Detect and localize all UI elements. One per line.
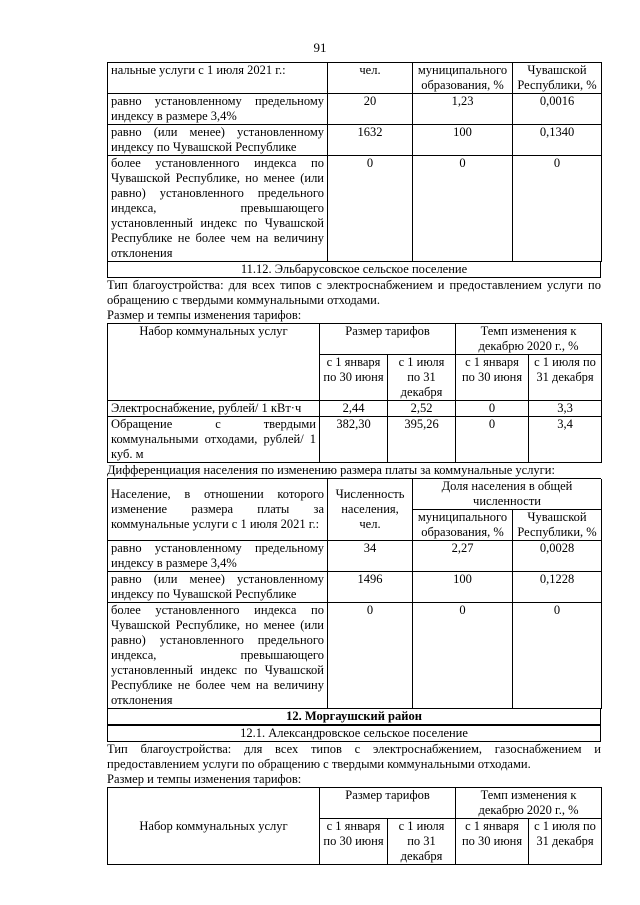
tariffs-caption: Размер и темпы изменения тарифов: (107, 308, 302, 322)
row-count: 34 (328, 541, 413, 572)
document-body (107, 62, 601, 865)
row-count: 20 (328, 94, 413, 125)
pop-header-row (108, 479, 602, 510)
section-title: 12.1. Александровское сельское поселение (107, 725, 601, 742)
period-header: с 1 января по 30 июня (456, 355, 529, 401)
row-rep: 0,0028 (513, 541, 602, 572)
district-title: 12. Моргаушский район (107, 709, 601, 725)
table-row (108, 401, 602, 417)
rate-value: 0 (456, 417, 529, 463)
row-mun: 0 (413, 156, 513, 262)
tariff-table (107, 323, 602, 463)
row-label: равно установленному предельному индексу в размере 3,4% (108, 541, 328, 572)
row-rep: 0,1340 (513, 125, 602, 156)
row-rep: 0,1228 (513, 572, 602, 603)
row-label: более установленного индекса по Чувашской Республике, но менее (или равно) установленного предельного индекса, превышающего установленный индекс по Чувашской Республике не более чем на величину отклонения (108, 156, 328, 262)
row-count: 1632 (328, 125, 413, 156)
population-table (107, 479, 602, 709)
period-header: с 1 июля по 31 декабря (529, 819, 602, 865)
period-header: с 1 июля по 31 декабря (388, 355, 456, 401)
tariff-value: 2,52 (388, 401, 456, 417)
table-header-continued (108, 63, 602, 94)
tariff-value: 382,30 (320, 417, 388, 463)
services-header: Набор коммунальных услуг (108, 324, 320, 401)
rate-value: 3,3 (529, 401, 602, 417)
row-count: 0 (328, 603, 413, 709)
row-mun: 1,23 (413, 94, 513, 125)
diff-caption: Дифференциация населения по изменению размера платы за коммунальные услуги: (107, 463, 601, 479)
size-header: Размер тарифов (320, 788, 456, 819)
header-cell: Чувашской Республики, % (513, 63, 602, 94)
table-row (108, 541, 602, 572)
row-rep: 0 (513, 156, 602, 262)
row-count: 0 (328, 156, 413, 262)
period-header: с 1 января по 30 июня (320, 819, 388, 865)
tariffs-caption: Размер и темпы изменения тарифов: (107, 772, 302, 786)
improvement-type-text: Тип благоустройства: для всех типов с электроснабжением, газоснабжением и предоставлением услуги по обращению с твердыми коммунальными отходами. (107, 742, 601, 771)
rep-header: Чувашской Республики, % (513, 510, 602, 541)
table-row (108, 125, 602, 156)
header-cell: чел. (328, 63, 413, 94)
rate-value: 0 (456, 401, 529, 417)
row-rep: 0,0016 (513, 94, 602, 125)
period-header: с 1 января по 30 июня (320, 355, 388, 401)
service-label: Обращение с твердыми коммунальными отходами, рублей/ 1 куб. м (108, 417, 320, 463)
table-row (108, 572, 602, 603)
section-title: 11.12. Эльбарусовское сельское поселение (107, 262, 601, 278)
table-row (108, 417, 602, 463)
row-mun: 0 (413, 603, 513, 709)
period-header: с 1 января по 30 июня (456, 819, 529, 865)
row-mun: 100 (413, 572, 513, 603)
tariff-header-row (108, 788, 602, 819)
period-header: с 1 июля по 31 декабря (529, 355, 602, 401)
tariff-table (107, 787, 602, 865)
row-label: равно (или менее) установленному индексу по Чувашской Республике (108, 125, 328, 156)
tariff-value: 2,44 (320, 401, 388, 417)
row-mun: 2,27 (413, 541, 513, 572)
page-number: 91 (313, 40, 327, 55)
share-header: Доля населения в общей численности (413, 479, 602, 510)
tariff-value: 395,26 (388, 417, 456, 463)
improvement-type-text: Тип благоустройства: для всех типов с электроснабжением и предоставлением услуги по обращению с твердыми коммунальными отходами. (107, 278, 601, 307)
row-mun: 100 (413, 125, 513, 156)
population-table-continued (107, 62, 602, 262)
period-header: с 1 июля по 31 декабря (388, 819, 456, 865)
rate-header: Темп изменения к декабрю 2020 г., % (456, 324, 602, 355)
row-rep: 0 (513, 603, 602, 709)
header-cell: нальные услуги с 1 июля 2021 г.: (108, 63, 328, 94)
rate-header: Темп изменения к декабрю 2020 г., % (456, 788, 602, 819)
row-label: равно (или менее) установленному индексу по Чувашской Республике (108, 572, 328, 603)
count-header: Численность населения, чел. (328, 479, 413, 541)
table-row (108, 94, 602, 125)
table-row (108, 156, 602, 262)
row-label: более установленного индекса по Чувашской Республике, но менее (или равно) установленного предельного индекса, превышающего установленный индекс по Чувашской Республике не более чем на величину отклонения (108, 603, 328, 709)
header-cell: муниципального образования, % (413, 63, 513, 94)
mun-header: муниципального образования, % (413, 510, 513, 541)
pop-header: Население, в отношении которого изменение размера платы за коммунальные услуги с 1 июля 2021 г.: (108, 479, 328, 541)
services-header: Набор коммунальных услуг (108, 788, 320, 865)
table-row (108, 603, 602, 709)
tariff-header-row (108, 324, 602, 355)
service-label: Электроснабжение, рублей/ 1 кВт·ч (108, 401, 320, 417)
rate-value: 3,4 (529, 417, 602, 463)
row-count: 1496 (328, 572, 413, 603)
row-label: равно установленному предельному индексу в размере 3,4% (108, 94, 328, 125)
size-header: Размер тарифов (320, 324, 456, 355)
